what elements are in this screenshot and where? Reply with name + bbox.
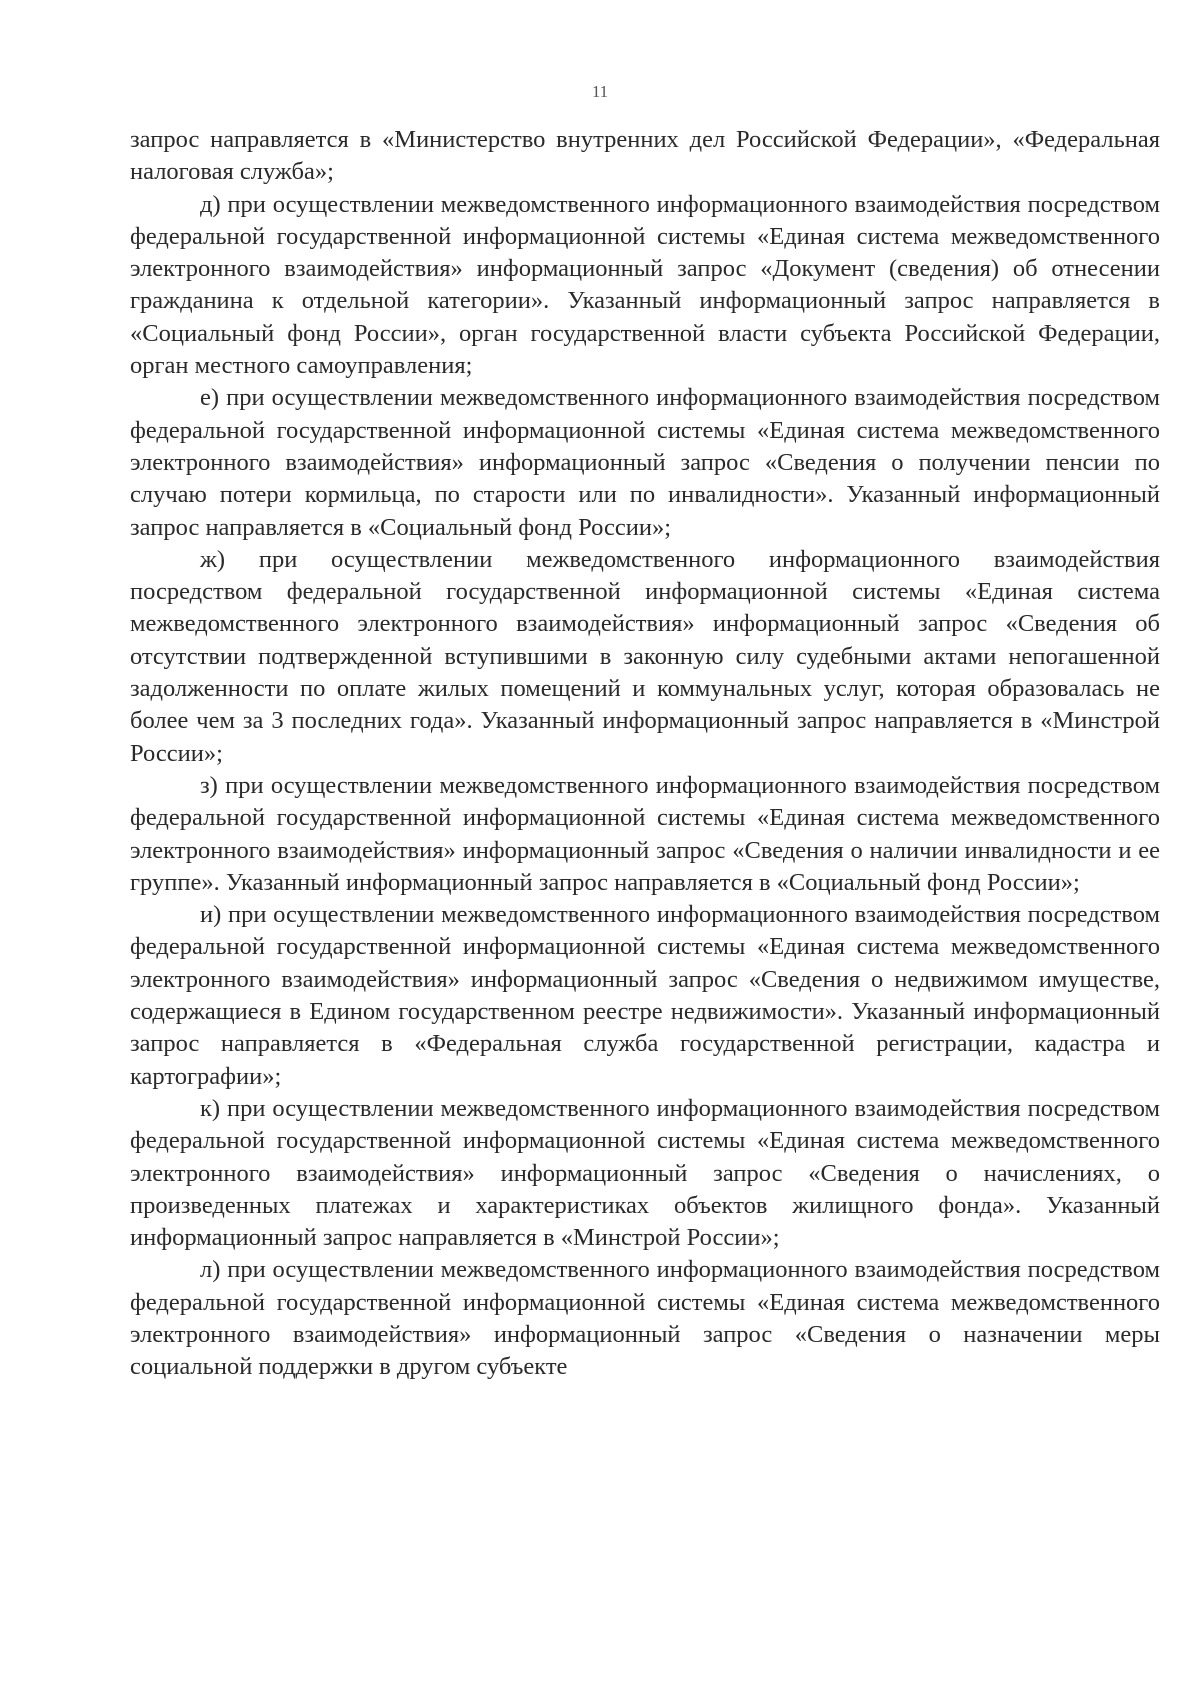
paragraph-e: е) при осуществлении межведомственного информационного взаимодействия посредством федеральной государственной информационной системы «Единая система межведомственного электронного взаимодействия» информационный запрос «Сведения о получении пенсии по случаю потери кормильца, по старости или по инвалидности». Указанный информационный запрос направляется в «Социальный фонд России»; xyxy=(130,384,1160,541)
paragraph-i: и) при осуществлении межведомственного информационного взаимодействия посредством федеральной государственной информационной системы «Единая система межведомственного электронного взаимодействия» информационный запрос «Сведения о недвижимом имуществе, содержащиеся в Едином государственном реестре недвижимости». Указанный информационный запрос направляется в «Федеральная служба государственной регистрации, кадастра и картографии»; xyxy=(130,901,1160,1090)
paragraph-l: л) при осуществлении межведомственного информационного взаимодействия посредством федеральной государственной информационной системы «Единая система межведомственного электронного взаимодействия» информационный запрос «Сведения о назначении меры социальной поддержки в другом субъекте xyxy=(130,1256,1160,1381)
paragraph-d: д) при осуществлении межведомственного информационного взаимодействия посредством федеральной государственной информационной системы «Единая система межведомственного электронного взаимодействия» информационный запрос «Документ (сведения) об отнесении гражданина к отдельной категории». Указанный информационный запрос направляется в «Социальный фонд России», орган государственной власти субъекта Российской Федерации, орган местного самоуправления; xyxy=(130,190,1160,380)
paragraph-k: к) при осуществлении межведомственного информационного взаимодействия посредством федеральной государственной информационной системы «Единая система межведомственного электронного взаимодействия» информационный запрос «Сведения о начислениях, о произведенных платежах и характеристиках объектов жилищного фонда». Указанный информационный запрос направляется в «Минстрой России»; xyxy=(130,1094,1160,1252)
paragraph-continuation: запрос направляется в «Министерство внутренних дел Российской Федерации», «Федеральная налоговая служба»; xyxy=(130,126,1160,186)
paragraph-z: з) при осуществлении межведомственного информационного взаимодействия посредством федеральной государственной информационной системы «Единая система межведомственного электронного взаимодействия» информационный запрос «Сведения о наличии инвалидности и ее группе». Указанный информационный запрос направляется в «Социальный фонд России»; xyxy=(130,771,1160,896)
page-number: 11 xyxy=(591,82,609,101)
document-body xyxy=(130,124,1160,1384)
paragraph-zh: ж) при осуществлении межведомственного информационного взаимодействия посредством федеральной государственной информационной системы «Единая система межведомственного электронного взаимодействия» информационный запрос «Сведения об отсутствии подтвержденной вступившими в законную силу судебными актами непогашенной задолженности по оплате жилых помещений и коммунальных услуг, которая образовалась не более чем за 3 последних года». Указанный информационный запрос направляется в «Минстрой России»; xyxy=(130,545,1160,767)
